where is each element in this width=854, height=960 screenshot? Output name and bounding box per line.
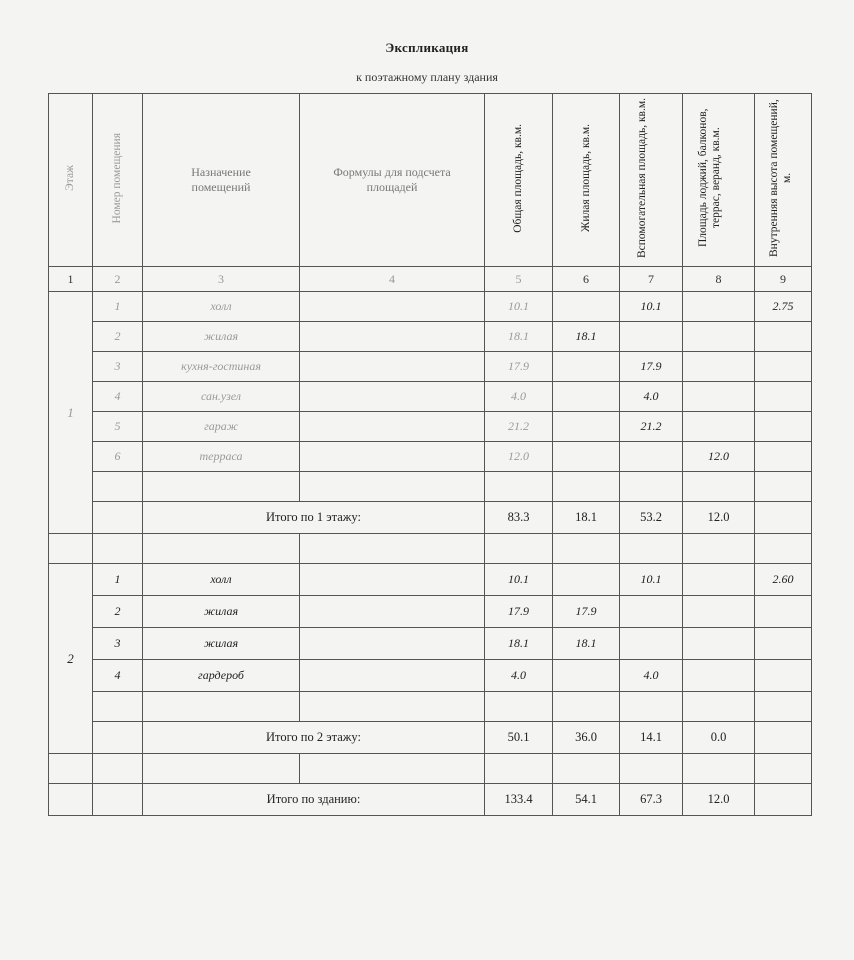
height-cell <box>755 352 812 382</box>
formula-cell <box>300 292 485 322</box>
aux-area-cell: 10.1 <box>620 564 683 596</box>
height-cell <box>755 412 812 442</box>
floor1-total-aux: 53.2 <box>620 502 683 534</box>
living-area-cell <box>553 660 620 692</box>
aux-area-cell: 4.0 <box>620 660 683 692</box>
room-name: гардероб <box>143 660 300 692</box>
living-area-cell: 17.9 <box>553 596 620 628</box>
height-cell <box>755 322 812 352</box>
header-living-area: Жилая площадь, кв.м. <box>553 94 620 267</box>
living-area-cell: 18.1 <box>553 628 620 660</box>
height-cell <box>755 628 812 660</box>
living-area-cell <box>553 292 620 322</box>
room-number: 3 <box>93 352 143 382</box>
room-name: терраса <box>143 442 300 472</box>
column-number: 6 <box>553 267 620 292</box>
total-area-cell: 21.2 <box>485 412 553 442</box>
header-floor: Этаж <box>49 94 93 267</box>
room-name: жилая <box>143 596 300 628</box>
loggia-area-cell <box>683 660 755 692</box>
formula-cell <box>300 322 485 352</box>
floor2-total-label: Итого по 2 этажу: <box>143 722 485 754</box>
column-number: 8 <box>683 267 755 292</box>
living-area-cell <box>553 442 620 472</box>
building-total-aux: 67.3 <box>620 784 683 816</box>
floor2-total-aux: 14.1 <box>620 722 683 754</box>
column-number: 3 <box>143 267 300 292</box>
loggia-area-cell: 12.0 <box>683 442 755 472</box>
loggia-area-cell <box>683 382 755 412</box>
loggia-area-cell <box>683 412 755 442</box>
total-area-cell: 12.0 <box>485 442 553 472</box>
formula-cell <box>300 442 485 472</box>
room-name: кухня-гостиная <box>143 352 300 382</box>
floor-label: 2 <box>49 564 93 754</box>
header-purpose: Назначение помещений <box>143 94 300 267</box>
table-row <box>49 660 812 692</box>
loggia-area-cell <box>683 564 755 596</box>
room-number: 3 <box>93 628 143 660</box>
building-total-row <box>49 784 812 816</box>
table-row-empty <box>49 534 812 564</box>
height-cell <box>755 596 812 628</box>
aux-area-cell <box>620 322 683 352</box>
formula-cell <box>300 628 485 660</box>
floor1-total-row <box>49 502 812 534</box>
column-number: 1 <box>49 267 93 292</box>
aux-area-cell <box>620 628 683 660</box>
floor1-total-living: 18.1 <box>553 502 620 534</box>
column-number: 2 <box>93 267 143 292</box>
aux-area-cell <box>620 596 683 628</box>
building-total-area: 133.4 <box>485 784 553 816</box>
height-cell <box>755 660 812 692</box>
room-name: холл <box>143 292 300 322</box>
table-row <box>49 628 812 660</box>
formula-cell <box>300 412 485 442</box>
table-row <box>49 292 812 322</box>
room-name: жилая <box>143 322 300 352</box>
building-total-loggia: 12.0 <box>683 784 755 816</box>
formula-cell <box>300 596 485 628</box>
column-number: 4 <box>300 267 485 292</box>
table-row-empty <box>49 472 812 502</box>
table-row <box>49 352 812 382</box>
column-number-row <box>49 267 812 292</box>
room-number: 4 <box>93 660 143 692</box>
aux-area-cell: 4.0 <box>620 382 683 412</box>
column-number: 5 <box>485 267 553 292</box>
table-row <box>49 564 812 596</box>
living-area-cell <box>553 352 620 382</box>
header-auxiliary-area: Вспомогательная площадь, кв.м. <box>620 94 683 267</box>
header-height: Внутренняя высота помещений, м. <box>755 94 812 267</box>
total-area-cell: 4.0 <box>485 660 553 692</box>
aux-area-cell: 10.1 <box>620 292 683 322</box>
total-area-cell: 18.1 <box>485 628 553 660</box>
aux-area-cell <box>620 442 683 472</box>
room-number: 2 <box>93 596 143 628</box>
floor2-total-living: 36.0 <box>553 722 620 754</box>
table-row <box>49 382 812 412</box>
loggia-area-cell <box>683 596 755 628</box>
formula-cell <box>300 660 485 692</box>
living-area-cell <box>553 564 620 596</box>
header-row <box>49 94 812 267</box>
floor2-total-area: 50.1 <box>485 722 553 754</box>
column-number: 9 <box>755 267 812 292</box>
total-area-cell: 10.1 <box>485 564 553 596</box>
room-number: 6 <box>93 442 143 472</box>
loggia-area-cell <box>683 292 755 322</box>
table-row <box>49 412 812 442</box>
floor2-total-loggia: 0.0 <box>683 722 755 754</box>
formula-cell <box>300 352 485 382</box>
room-number: 2 <box>93 322 143 352</box>
header-room-number: Номер помещения <box>93 94 143 267</box>
room-name: сан.узел <box>143 382 300 412</box>
total-area-cell: 17.9 <box>485 352 553 382</box>
total-area-cell: 18.1 <box>485 322 553 352</box>
room-number: 1 <box>93 564 143 596</box>
total-area-cell: 10.1 <box>485 292 553 322</box>
floor1-total-area: 83.3 <box>485 502 553 534</box>
building-total-label: Итого по зданию: <box>143 784 485 816</box>
header-loggia-area: Площадь лоджий, балконов, террас, веранд, кв.м. <box>683 94 755 267</box>
height-cell <box>755 382 812 412</box>
explication-table <box>48 93 812 816</box>
formula-cell <box>300 382 485 412</box>
living-area-cell: 18.1 <box>553 322 620 352</box>
living-area-cell <box>553 382 620 412</box>
height-cell: 2.75 <box>755 292 812 322</box>
height-cell: 2.60 <box>755 564 812 596</box>
total-area-cell: 4.0 <box>485 382 553 412</box>
living-area-cell <box>553 412 620 442</box>
header-formulas: Формулы для подсчета площадей <box>300 94 485 267</box>
floor1-total-loggia: 12.0 <box>683 502 755 534</box>
table-row <box>49 322 812 352</box>
column-number: 7 <box>620 267 683 292</box>
table-row-empty <box>49 692 812 722</box>
loggia-area-cell <box>683 352 755 382</box>
loggia-area-cell <box>683 322 755 352</box>
table-row <box>49 596 812 628</box>
room-name: жилая <box>143 628 300 660</box>
total-area-cell: 17.9 <box>485 596 553 628</box>
room-name: гараж <box>143 412 300 442</box>
formula-cell <box>300 564 485 596</box>
document-title: Экспликация <box>385 40 469 55</box>
height-cell <box>755 442 812 472</box>
table-row-empty <box>49 754 812 784</box>
room-number: 5 <box>93 412 143 442</box>
loggia-area-cell <box>683 628 755 660</box>
aux-area-cell: 17.9 <box>620 352 683 382</box>
building-total-living: 54.1 <box>553 784 620 816</box>
floor1-total-label: Итого по 1 этажу: <box>143 502 485 534</box>
table-row <box>49 442 812 472</box>
room-number: 4 <box>93 382 143 412</box>
document-subtitle: к поэтажному плану здания <box>356 70 498 84</box>
floor2-total-row <box>49 722 812 754</box>
aux-area-cell: 21.2 <box>620 412 683 442</box>
floor-label: 1 <box>49 292 93 534</box>
header-total-area: Общая площадь, кв.м. <box>485 94 553 267</box>
room-name: холл <box>143 564 300 596</box>
room-number: 1 <box>93 292 143 322</box>
